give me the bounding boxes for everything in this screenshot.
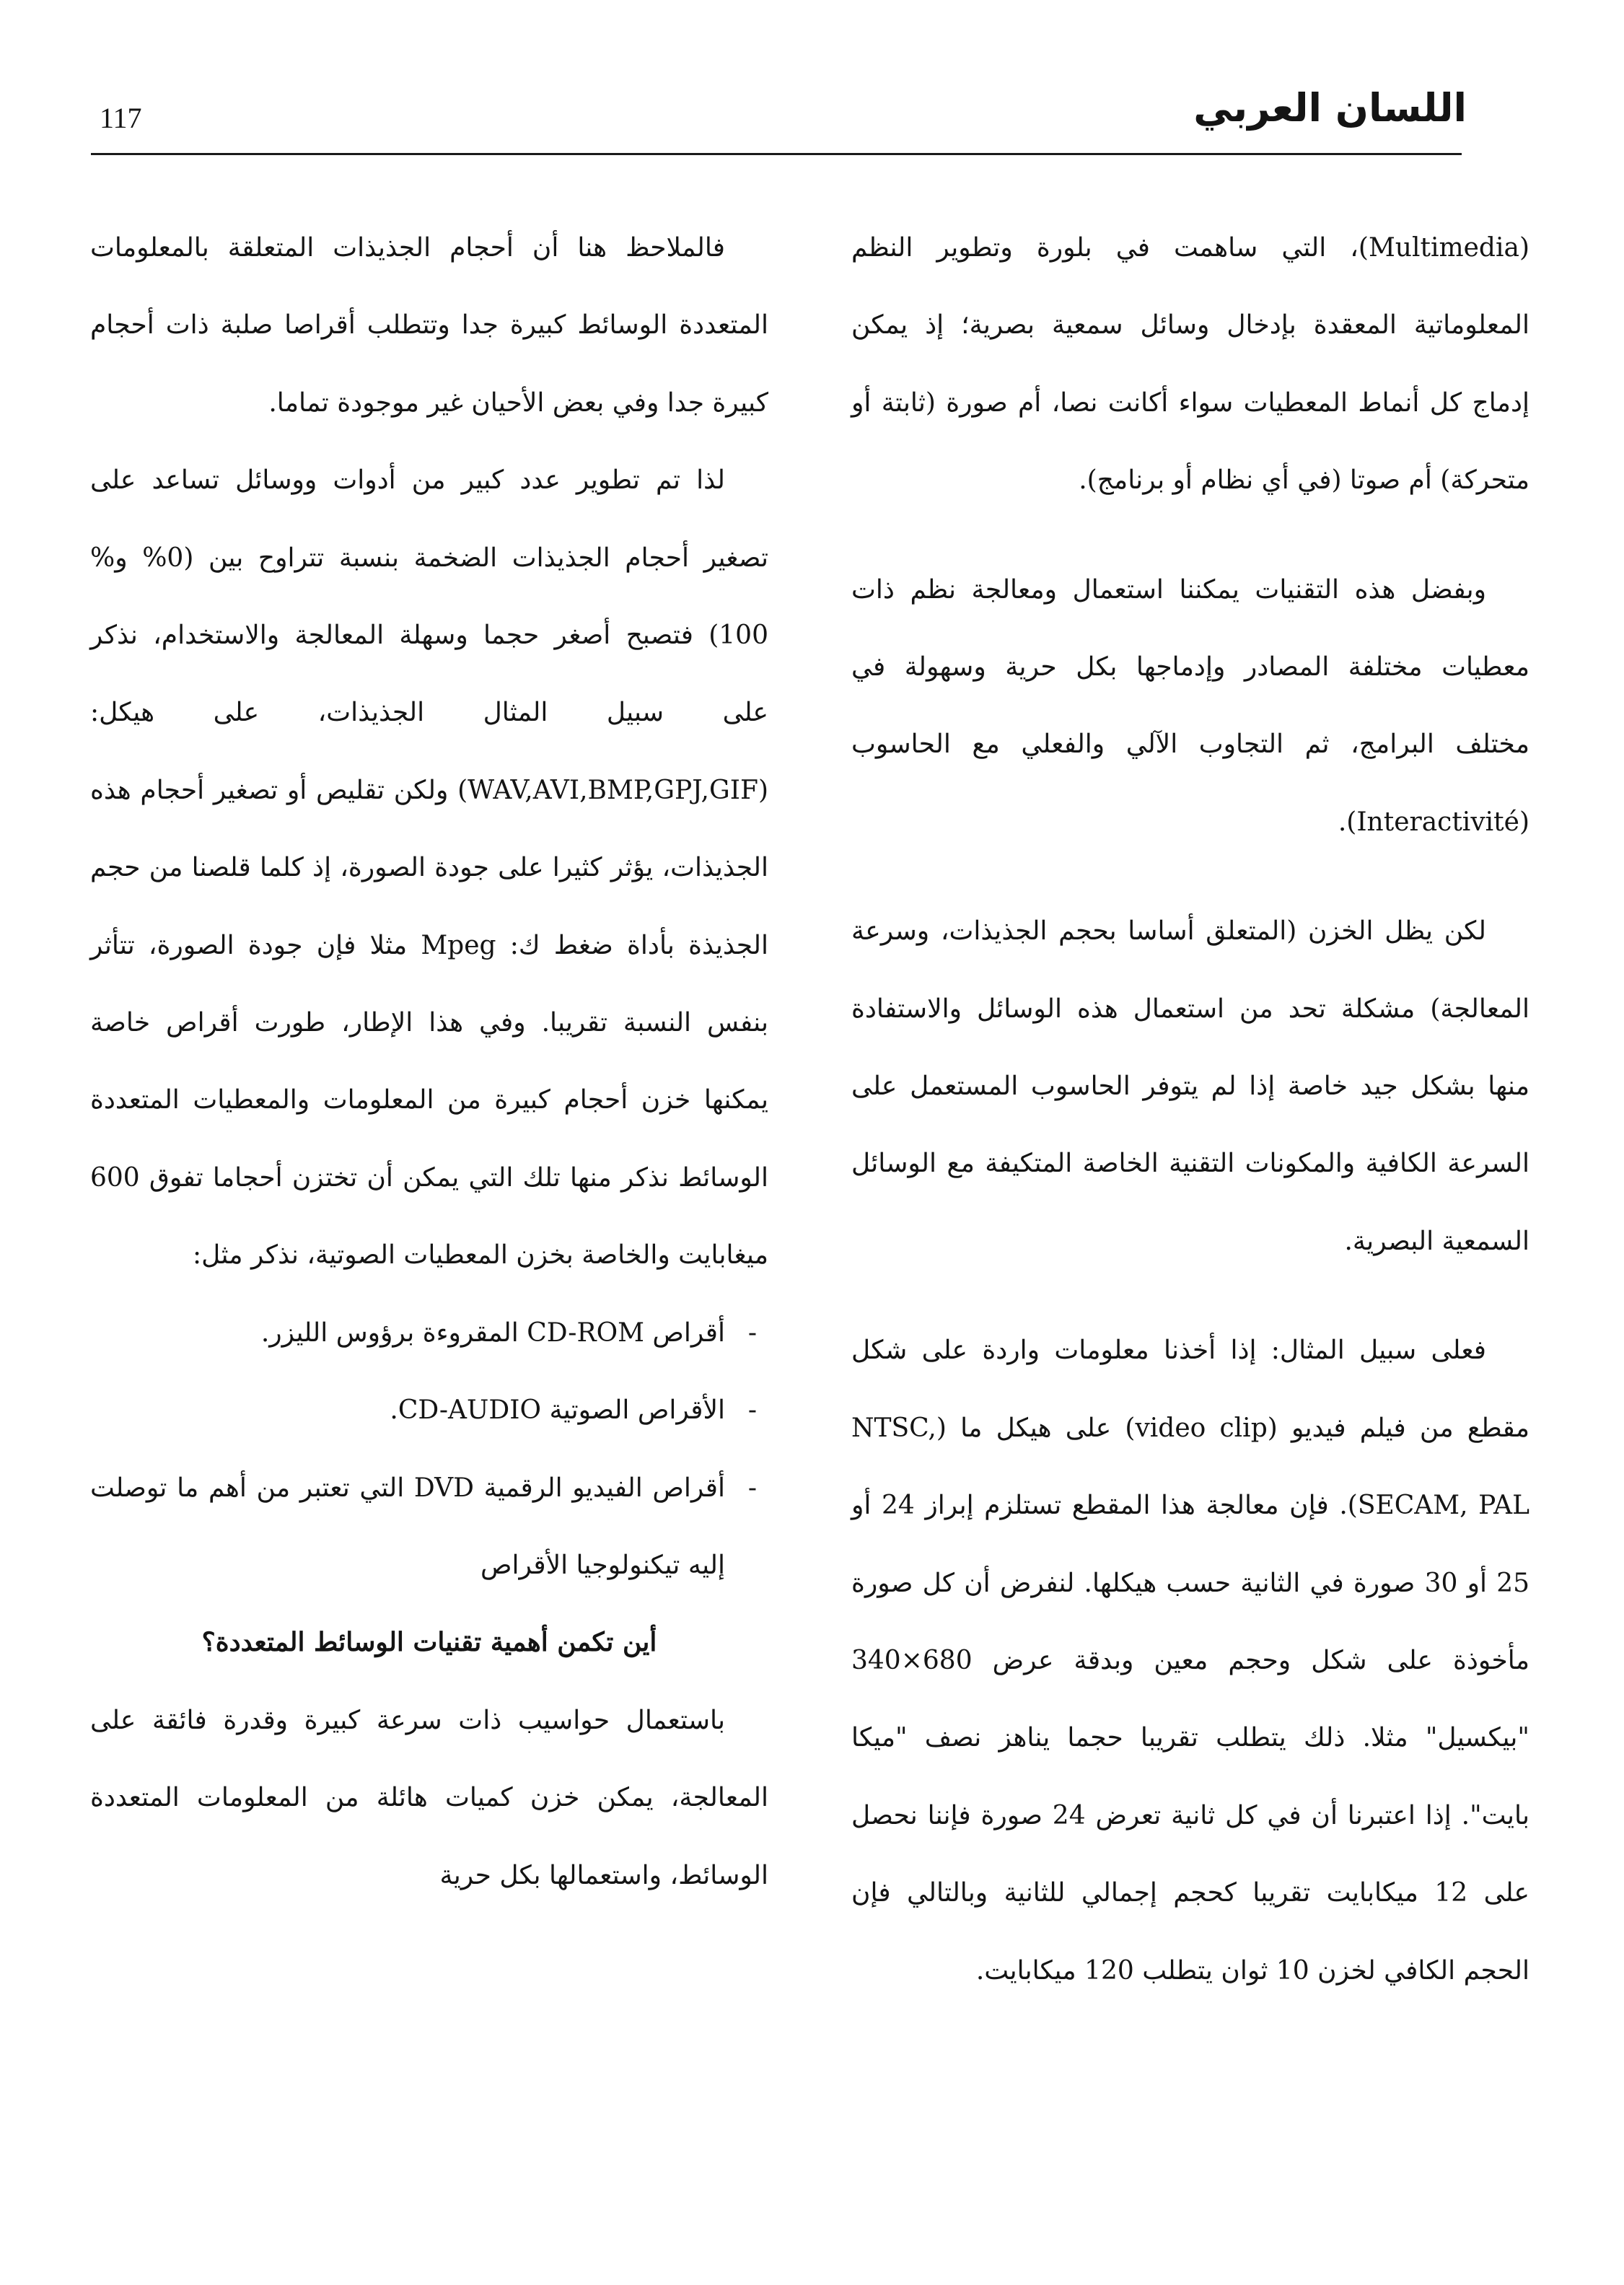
journal-title: اللسان العربي <box>1193 85 1467 131</box>
right-column <box>851 209 1529 2009</box>
list-dash: - <box>747 1395 757 1426</box>
list-item-text: الأقراص الصوتية CD-AUDIO. <box>390 1395 725 1426</box>
paragraph: وبفضل هذه التقنيات يمكننا استعمال ومعالجة نظم ذات معطيات مختلفة المصادر وإدماجها بكل حرية وسهولة في مختلف البرامج، ثم التجاوب الآلي والفعلي مع الحاسوب (Interactivité). <box>851 574 1529 837</box>
list-item-text: أقراص CD-ROM المقروءة برؤوس الليزر. <box>260 1317 725 1348</box>
list-item <box>90 1294 757 1372</box>
paragraph: (Multimedia)، التي ساهمت في بلورة وتطوير النظم المعلوماتية المعقدة بإدخال وسائل سمعية بصرية؛ إذ يمكن إدماج كل أنماط المعطيات سواء أكانت نصا، أم صورة (ثابتة أو متحركة) أم صوتا (في أي نظام أو برنامج). <box>851 233 1529 496</box>
left-column <box>90 209 768 1914</box>
list-item <box>90 1449 757 1605</box>
list-dash: - <box>747 1473 757 1503</box>
bullet-list <box>90 1294 768 1605</box>
paragraph: فالملاحظ هنا أن أحجام الجذيذات المتعلقة بالمعلومات المتعددة الوسائط كبيرة جدا وتتطلب أقراصا صلبة ذات أحجام كبيرة جدا وفي بعض الأحيان غير موجودة تماما. <box>90 233 768 418</box>
list-dash: - <box>747 1317 757 1348</box>
paragraph: فعلى سبيل المثال: إذا أخذنا معلومات واردة على شكل مقطع من فيلم فيديو (video clip) على هيكل ما (NTSC, SECAM, PAL). فإن معالجة هذا المقطع تستلزم إبراز 24 أو 25 أو 30 صورة في الثانية حسب هيكلها. لنفرض أن كل صورة مأخوذة على شكل وحجم معين وبدقة عرض 680×340 "بيكسيل" مثلا. ذلك يتطلب تقريبا حجما يناهز نصف "ميكا بايت". إذا اعتبرنا أن في كل ثانية تعرض 24 صورة فإننا نحصل على 12 ميكابايت تقريبا كحجم إجمالي للثانية وبالتالي فإن الحجم الكافي لخزن 10 ثوان يتطلب 120 ميكابايت. <box>851 1336 1529 1986</box>
section-heading: أين تكمن أهمية تقنيات الوسائط المتعددة؟ <box>201 1627 657 1658</box>
header-rule <box>91 153 1462 155</box>
paragraph: لكن يظل الخزن (المتعلق أساسا بحجم الجذيذات، وسرعة المعالجة) مشكلة تحد من استعمال هذه الوسائل والاستفادة منها بشكل جيد خاصة إذا لم يتوفر الحاسوب المستعمل على السرعة الكافية والمكونات التقنية الخاصة المتكيفة مع الوسائل السمعية البصرية. <box>851 916 1529 1256</box>
list-item-text: أقراص الفيديو الرقمية DVD التي تعتبر من أهم ما توصلت إليه تيكنولوجيا الأقراص <box>90 1473 725 1580</box>
page-number: 117 <box>100 102 142 134</box>
list-item <box>90 1372 757 1449</box>
paragraph: باستعمال حواسيب ذات سرعة كبيرة وقدرة فائقة على المعالجة، يمكن خزن كميات هائلة من المعلومات المتعددة الوسائط، واستعمالها بكل حرية <box>90 1705 768 1890</box>
paragraph: لذا تم تطوير عدد كبير من أدوات ووسائل تساعد على تصغير أحجام الجذيذات الضخمة بنسبة تتراوح بين (0% و% 100) فتصبح أصغر حجما وسهلة المعالجة والاستخدام، نذكر على سبيل المثال الجذيذات، على هيكل: (WAV,AVI,BMP,GPJ,GIF) ولكن تقليص أو تصغير أحجام هذه الجذيذات، يؤثر كثيرا على جودة الصورة، إذ كلما قلصنا من حجم الجذيذة بأداة ضغط ك: Mpeg مثلا فإن جودة الصورة، تتأثر بنفس النسبة تقريبا. وفي هذا الإطار، طورت أقراص خاصة يمكنها خزن أحجام كبيرة من المعلومات والمعطيات المتعددة الوسائط نذكر منها تلك التي يمكن أن تختزن أحجاما تفوق 600 ميغابايت والخاصة بخزن المعطيات الصوتية، نذكر مثل: <box>90 465 768 1271</box>
